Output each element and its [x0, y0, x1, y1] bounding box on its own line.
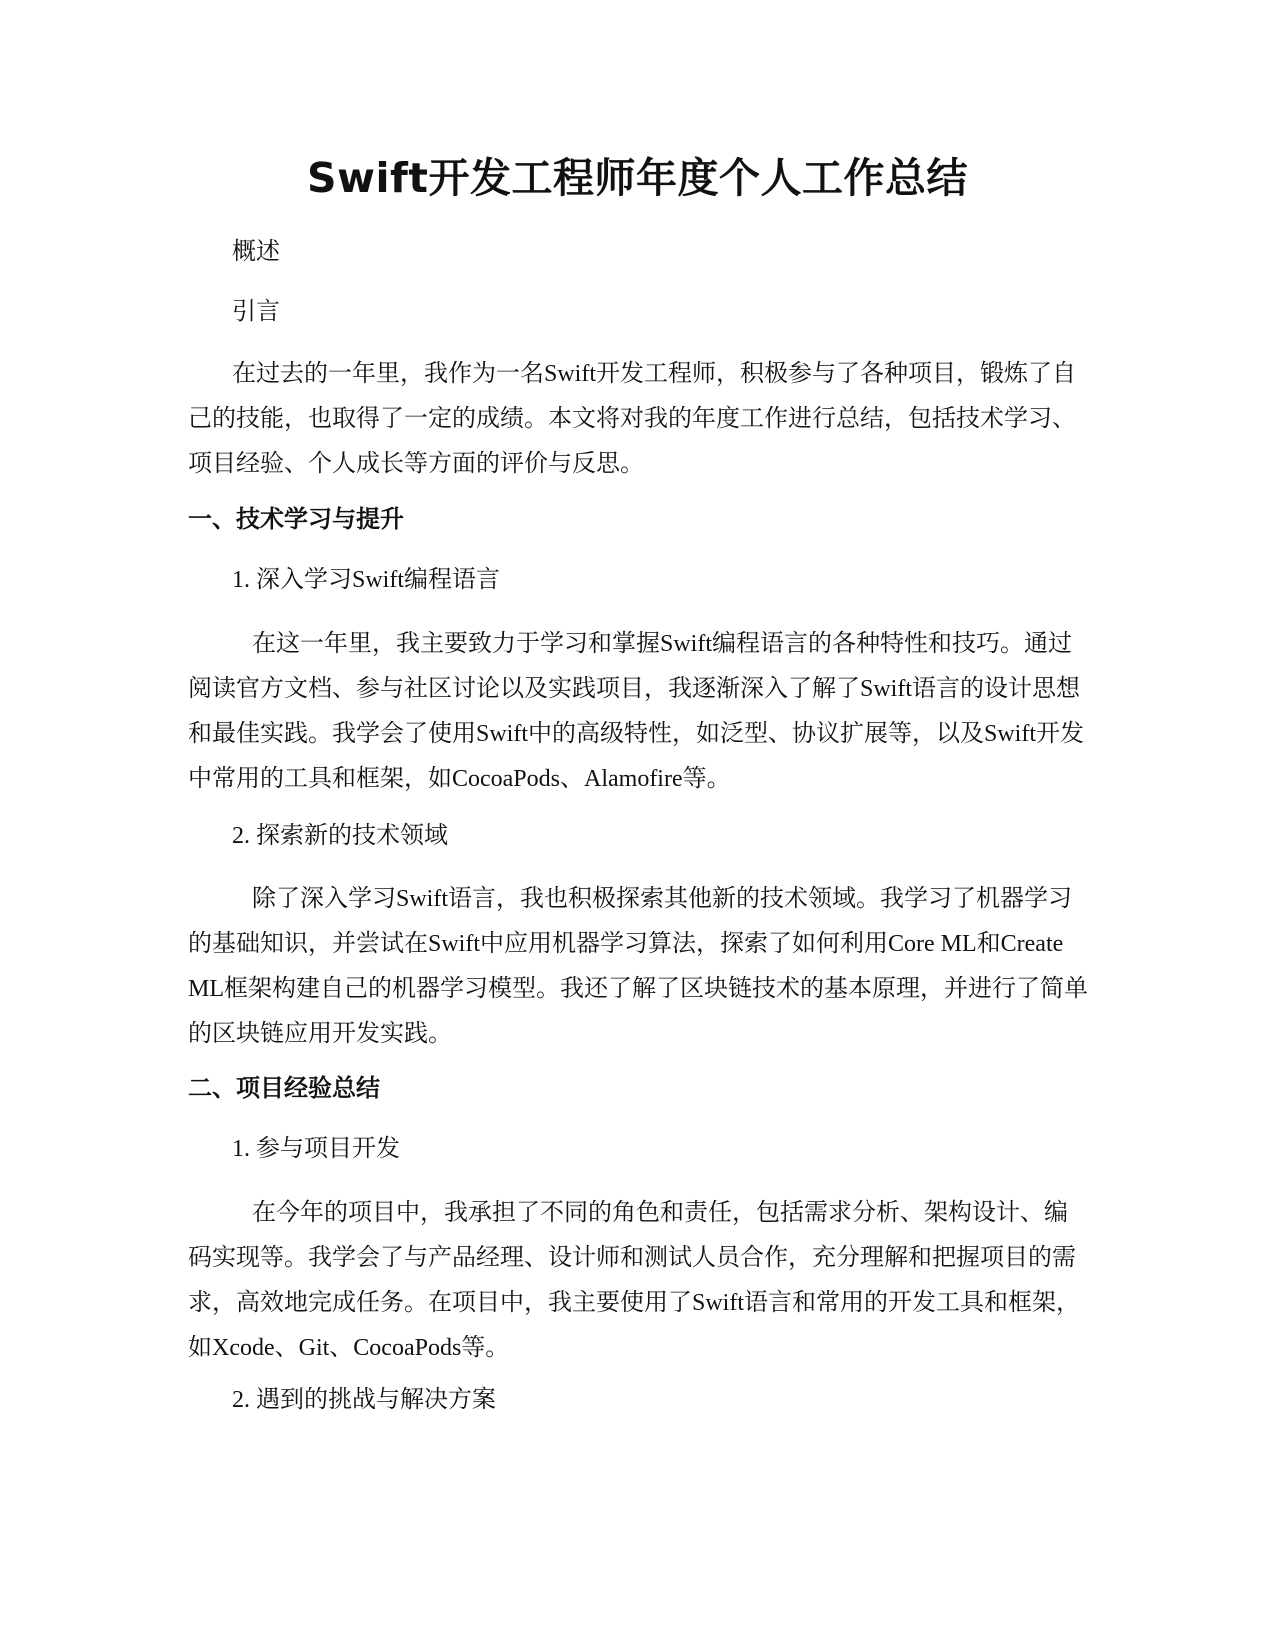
section1-paragraph-1: 在这一年里，我主要致力于学习和掌握Swift编程语言的各种特性和技巧。通过阅读官方文档、参与社区讨论以及实践项目，我逐渐深入了解了Swift语言的设计思想和最佳实践。我学会了使用Swift中的高级特性，如泛型、协议扩展等，以及Swift开发中常用的工具和框架，如CocoaPods、Alamofire等。 [188, 631, 1085, 792]
document-title: Swift开发工程师年度个人工作总结 [307, 154, 968, 202]
intro-paragraph: 在过去的一年里，我作为一名Swift开发工程师，积极参与了各种项目，锻炼了自己的技能，也取得了一定的成绩。本文将对我的年度工作进行总结，包括技术学习、项目经验、个人成长等方面的评价与反思。 [188, 361, 1077, 477]
overview-label: 概述 [232, 239, 280, 265]
intro-label: 引言 [232, 299, 280, 325]
section1-subheading-1: 1. 深入学习Swift编程语言 [232, 567, 501, 593]
section1-subheading-2: 2. 探索新的技术领域 [232, 823, 448, 849]
section2-subheading-2: 2. 遇到的挑战与解决方案 [232, 1387, 496, 1413]
section2-paragraph-1: 在今年的项目中，我承担了不同的角色和责任，包括需求分析、架构设计、编码实现等。我学会了与产品经理、设计师和测试人员合作，充分理解和把握项目的需求，高效地完成任务。在项目中，我主要使用了Swift语言和常用的开发工具和框架，如Xcode、Git、CocoaPods等。 [188, 1200, 1081, 1361]
section2-heading: 二、项目经验总结 [188, 1074, 380, 1102]
section2-subheading-1: 1. 参与项目开发 [232, 1136, 400, 1162]
section1-heading: 一、技术学习与提升 [188, 505, 404, 533]
section1-paragraph-2: 除了深入学习Swift语言，我也积极探索其他新的技术领域。我学习了机器学习的基础知识，并尝试在Swift中应用机器学习算法，探索了如何利用Core ML和Create ML框架构建自己的机器学习模型。我还了解了区块链技术的基本原理，并进行了简单的区块链应用开发实践。 [188, 886, 1088, 1047]
